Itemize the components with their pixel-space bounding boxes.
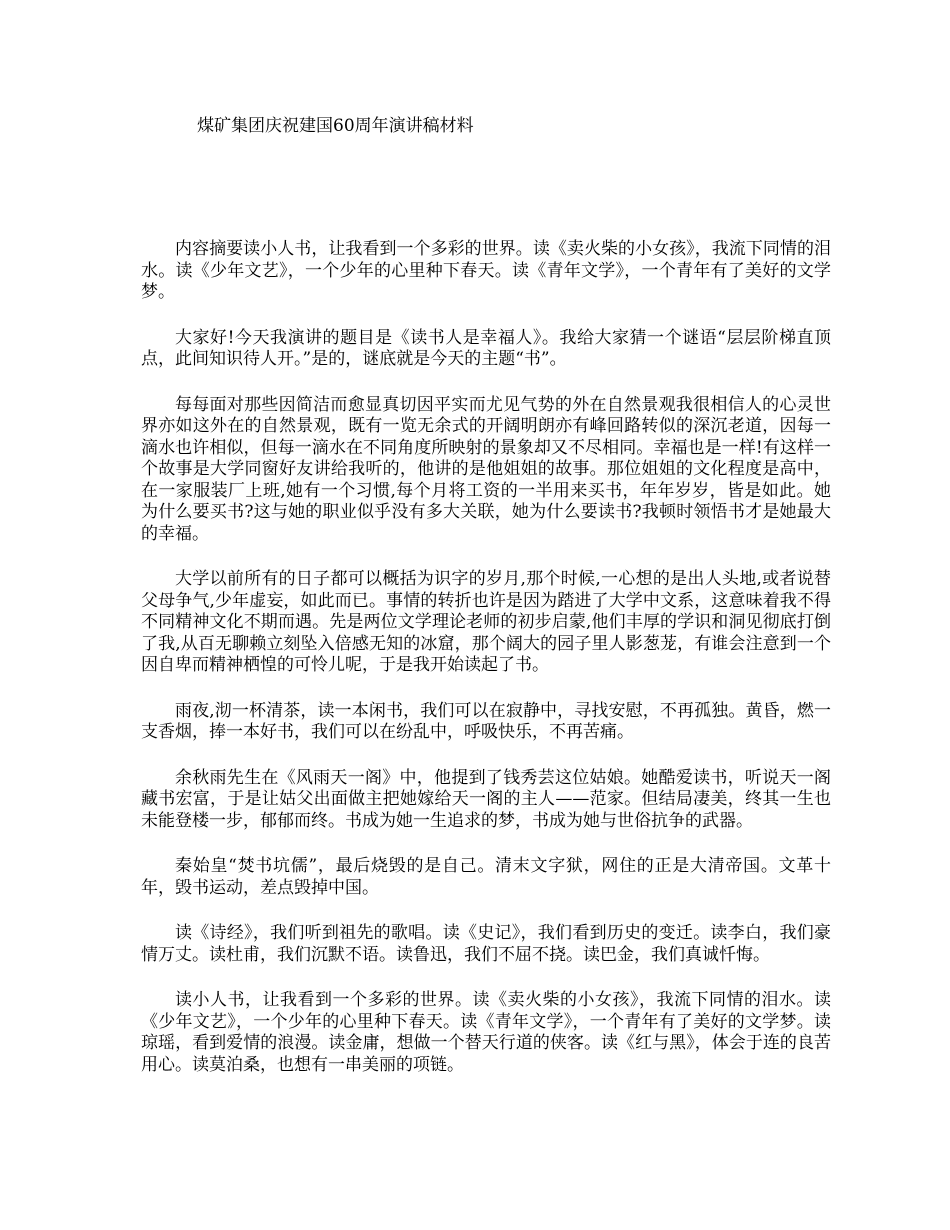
paragraph-abstract: 内容摘要读小人书，让我看到一个多彩的世界。读《卖火柴的小女孩》，我流下同情的泪水。读《少年文艺》，一个少年的心里种下春天。读《青年文学》，一个青年有了美好的文学梦。 [141,239,831,302]
paragraph: 大学以前所有的日子都可以概括为识字的岁月,那个时候,一心想的是出人头地,或者说替父母争气,少年虚妄，如此而已。事情的转折也许是因为踏进了大学中文系，这意味着我不得不同精神文化不期而遇。先是两位文学理论老师的初步启蒙,他们丰厚的学识和洞见彻底打倒了我,从百无聊赖立刻坠入倍感无知的冰窟，那个阔大的园子里人影葱茏，有谁会注意到一个因自卑而精神栖惶的可怜儿呢，于是我开始读起了书。 [141,569,831,675]
paragraph: 余秋雨先生在《风雨天一阁》中，他提到了钱秀芸这位姑娘。她酷爱读书，听说天一阁藏书宏富，于是让姑父出面做主把她嫁给天一阁的主人——范家。但结局凄美，终其一生也未能登楼一步，郁郁而终。书成为她一生追求的梦，书成为她与世俗抗争的武器。 [141,767,831,831]
paragraph: 每每面对那些因简洁而愈显真切因平实而尤见气势的外在自然景观我很相信人的心灵世界亦如这外在的自然景观，既有一览无余式的开阔明朗亦有峰回路转似的深沉老道，因每一滴水也许相似，但每一滴水在不同角度所映射的景象却又不尽相同。幸福也是一样!有这样一个故事是大学同窗好友讲给我听的，他讲的是他姐姐的故事。那位姐姐的文化程度是高中，在一家服装厂上班,她有一个习惯,每个月将工资的一半用来买书，年年岁岁，皆是如此。她为什么要买书?这与她的职业似乎没有多大关联，她为什么要读书?我顿时领悟书才是她最大的幸福。 [141,394,831,544]
document-title: 煤矿集团庆祝建国60周年演讲稿材料 [197,116,474,136]
document-body [141,239,831,1100]
paragraph: 秦始皇“焚书坑儒”，最后烧毁的是自己。清末文字狱，网住的正是大清帝国。文革十年，毁书运动，差点毁掉中国。 [141,856,831,898]
paragraph: 雨夜,沏一杯清茶，读一本闲书，我们可以在寂静中，寻找安慰，不再孤独。黄昏，燃一支香烟，捧一本好书，我们可以在纷乱中，呼吸快乐，不再苦痛。 [141,700,831,742]
paragraph: 读小人书，让我看到一个多彩的世界。读《卖火柴的小女孩》，我流下同情的泪水。读《少年文艺》，一个少年的心里种下春天。读《青年文学》，一个青年有了美好的文学梦。读琼瑶，看到爱情的浪漫。读金庸，想做一个替天行道的侠客。读《红与黑》，体会于连的良苦用心。读莫泊桑，也想有一串美丽的项链。 [141,990,831,1075]
paragraph: 读《诗经》，我们听到祖先的歌唱。读《史记》，我们看到历史的变迁。读李白，我们豪情万丈。读杜甫，我们沉默不语。读鲁迅，我们不屈不挠。读巴金，我们真诚忏悔。 [141,923,831,965]
paragraph: 大家好!今天我演讲的题目是《读书人是幸福人》。我给大家猜一个谜语“层层阶梯直顶点，此间知识待人开。”是的，谜底就是今天的主题“书”。 [141,327,831,369]
